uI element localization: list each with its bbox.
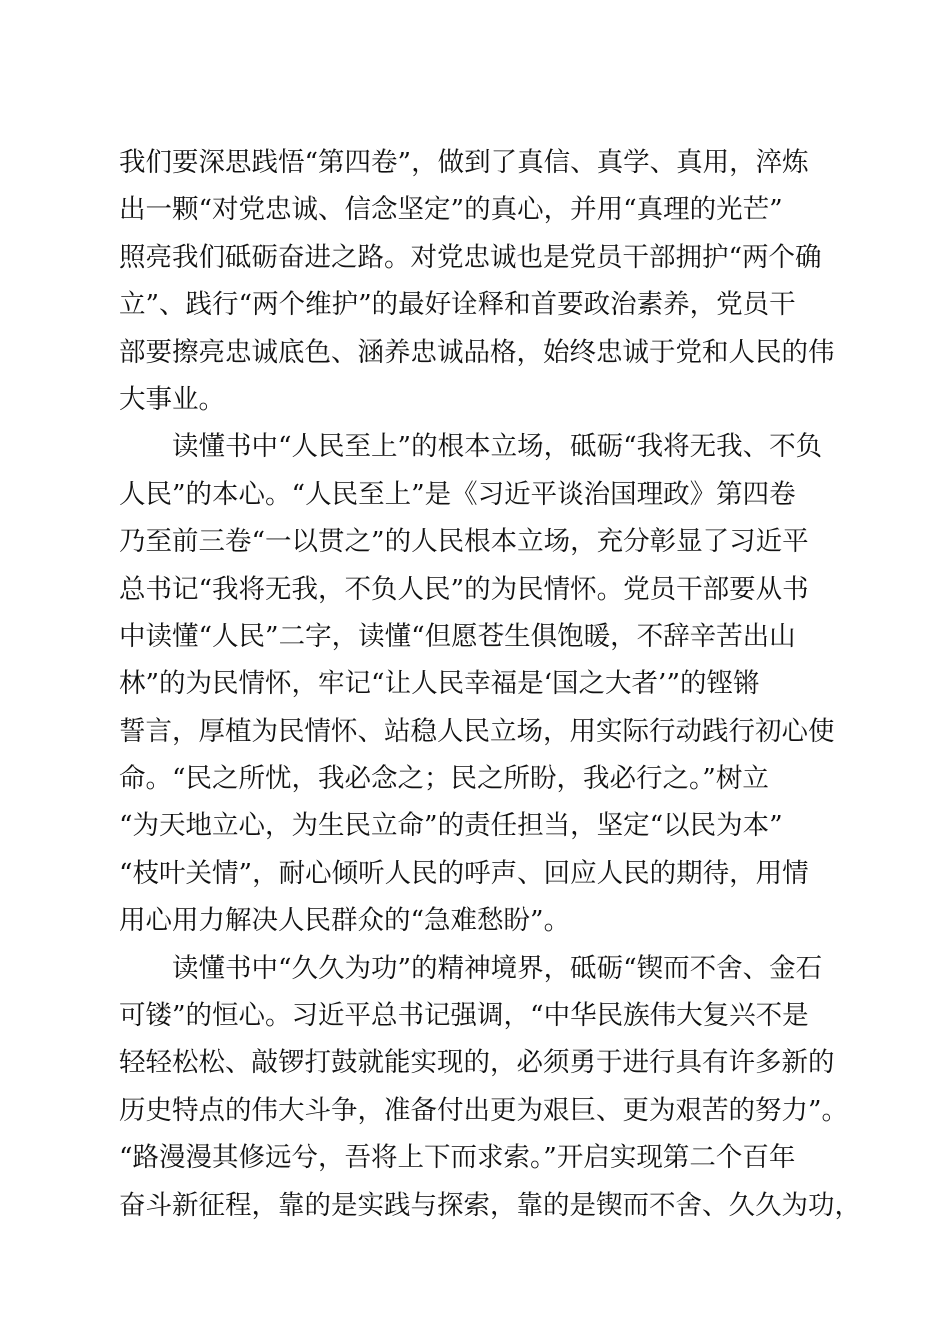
text-line: 誓言，厚植为民情怀、站稳人民立场，用实际行动践行初心使 bbox=[119, 715, 835, 747]
text-line: 林”的为民情怀，牢记“让人民幸福是‘国之大者’”的铿锵 bbox=[119, 668, 760, 700]
text-line: 我们要深思践悟“第四卷”，做到了真信、真学、真用，淬炼 bbox=[119, 147, 809, 178]
text-line: 照亮我们砥砺奋进之路。对党忠诚也是党员干部拥护“两个确 bbox=[119, 241, 822, 273]
text-line: 中读懂“人民”二字，读懂“但愿苍生俱饱暖，不辞辛苦出山 bbox=[119, 620, 796, 652]
text-line: 可镂”的恒心。习近平总书记强调，“中华民族伟大复兴不是 bbox=[119, 1000, 809, 1032]
text-line: 人民”的本心。“人民至上”是《习近平谈治国理政》第四卷 bbox=[119, 478, 796, 510]
document-body bbox=[119, 139, 861, 1229]
text-line: 部要擦亮忠诚底色、涵养忠诚品格，始终忠诚于党和人民的伟 bbox=[119, 336, 835, 368]
text-line: 命。“民之所忧，我必念之；民之所盼，我必行之。”树立 bbox=[119, 763, 769, 795]
text-line: 立”、践行“两个维护”的最好诠释和首要政治素养，党员干 bbox=[119, 289, 796, 321]
text-line: 用心用力解决人民群众的“急难愁盼”。 bbox=[119, 905, 571, 937]
text-line: 读懂书中“久久为功”的精神境界，砥砺“锲而不舍、金石 bbox=[172, 952, 823, 984]
text-line: 历史特点的伟大斗争，准备付出更为艰巨、更为艰苦的努力”。 bbox=[119, 1094, 849, 1126]
text-line: “枝叶关情”，耐心倾听人民的呼声、回应人民的期待，用情 bbox=[119, 857, 809, 889]
paragraph bbox=[119, 423, 839, 944]
text-line: 大事业。 bbox=[119, 383, 225, 415]
text-line: 奋斗新征程，靠的是实践与探索，靠的是锲而不舍、久久为功， bbox=[119, 1189, 861, 1221]
text-line: 轻轻松松、敲锣打鼓就能实现的，必须勇于进行具有许多新的 bbox=[119, 1047, 835, 1079]
text-line: 总书记“我将无我，不负人民”的为民情怀。党员干部要从书 bbox=[119, 573, 809, 605]
paragraph bbox=[119, 945, 861, 1229]
text-line: 乃至前三卷“一以贯之”的人民根本立场，充分彰显了习近平 bbox=[119, 526, 809, 558]
text-line: 出一颗“对党忠诚、信念坚定”的真心，并用“真理的光芒” bbox=[119, 194, 783, 226]
paragraph bbox=[119, 139, 839, 423]
text-line: “路漫漫其修远兮，吾将上下而求索。”开启实现第二个百年 bbox=[119, 1142, 796, 1174]
text-line: “为天地立心，为生民立命”的责任担当，坚定“以民为本” bbox=[119, 810, 783, 842]
text-line: 读懂书中“人民至上”的根本立场，砥砺“我将无我、不负 bbox=[172, 431, 823, 463]
